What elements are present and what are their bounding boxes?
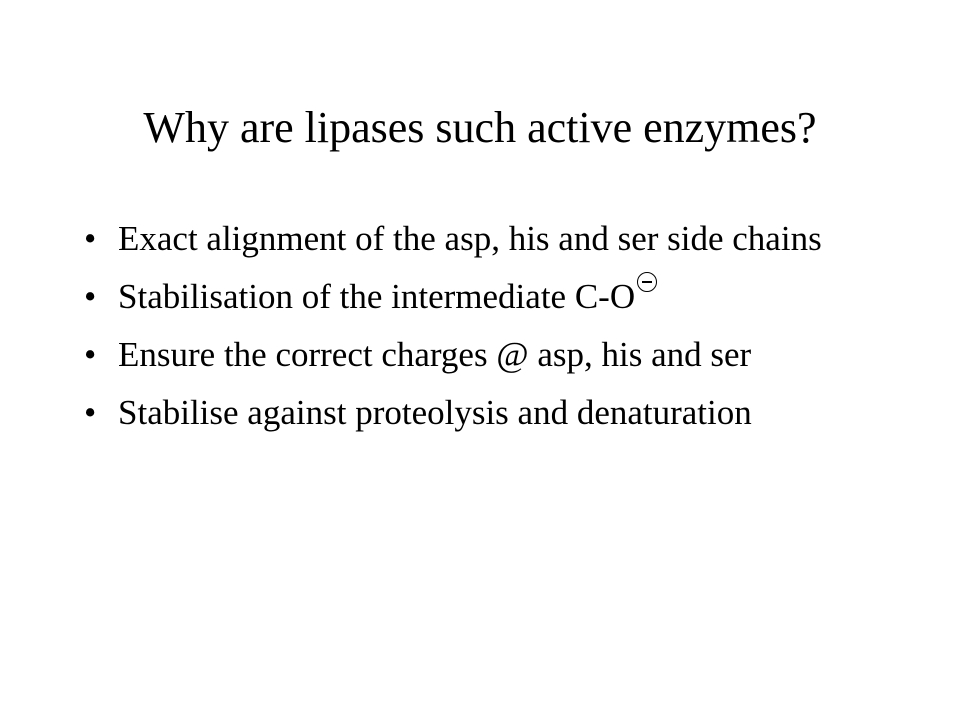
bullet-list xyxy=(84,218,884,450)
negative-charge-icon xyxy=(637,272,657,292)
bullet-item-proteolysis xyxy=(84,392,884,434)
bullet-text: Stabilisation of the intermediate C-O xyxy=(118,277,636,316)
slide-title: Why are lipases such active enzymes? xyxy=(143,103,817,152)
bullet-item-charges xyxy=(84,334,884,376)
bullet-marker: • xyxy=(84,219,97,258)
bullet-marker: • xyxy=(84,393,97,432)
bullet-item-alignment xyxy=(84,218,884,260)
bullet-item-stabilisation xyxy=(84,276,884,318)
bullet-text: Ensure the correct charges @ asp, his and ser xyxy=(118,335,752,374)
bullet-marker: • xyxy=(84,277,97,316)
bullet-marker: • xyxy=(84,335,97,374)
bullet-text: Stabilise against proteolysis and denaturation xyxy=(118,393,752,432)
bullet-text: Exact alignment of the asp, his and ser side chains xyxy=(118,219,822,258)
